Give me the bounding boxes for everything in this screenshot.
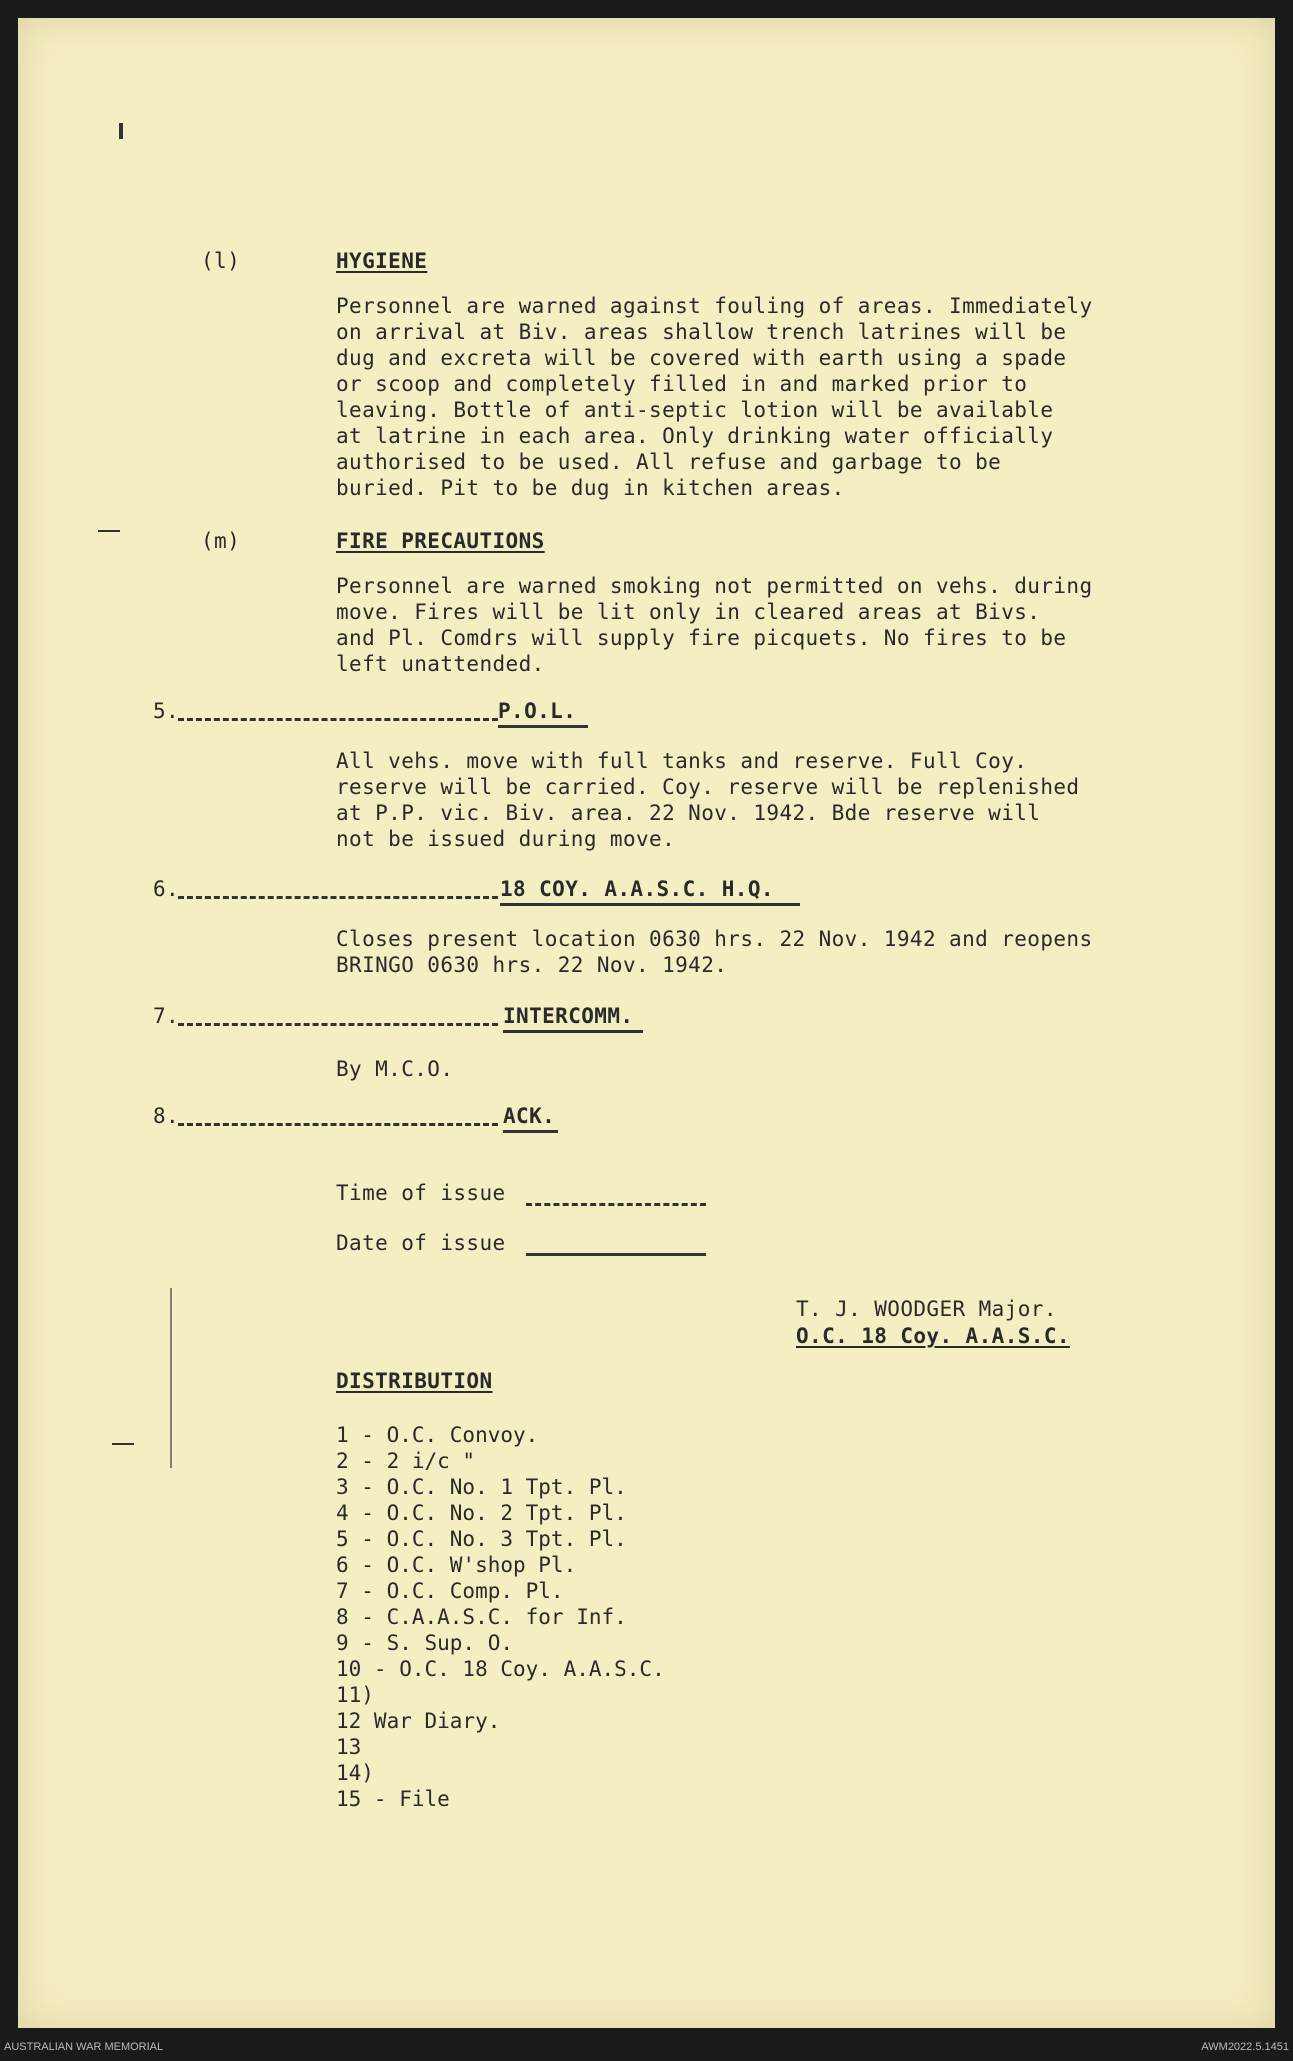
margin-tick (112, 1443, 134, 1445)
list-item: 7 - O.C. Comp. Pl. (336, 1579, 564, 1603)
list-item: 1 - O.C. Convoy. (336, 1423, 539, 1447)
footer-accession-number: AWM2022.5.1451 (1201, 2041, 1289, 2053)
text-line: at P.P. vic. Biv. area. 22 Nov. 1942. Bde reserve will (336, 801, 1041, 825)
list-item: 8 - C.A.A.S.C. for Inf. (336, 1605, 627, 1629)
list-item: 6 - O.C. W'shop Pl. (336, 1553, 577, 1577)
signature-name: T. J. WOODGER Major. (796, 1297, 1057, 1321)
text-line: BRINGO 0630 hrs. 22 Nov. 1942. (336, 953, 728, 977)
text-line: on arrival at Biv. areas shallow trench latrines will be (336, 320, 1067, 344)
section-5-heading: P.O.L. (498, 699, 577, 723)
list-item: 15 - File (336, 1787, 450, 1811)
section-5-number: 5. (153, 699, 180, 723)
section-l-body (336, 293, 1093, 501)
text-line: at latrine in each area. Only drinking water officially (336, 424, 1054, 448)
list-item: 3 - O.C. No. 1 Tpt. Pl. (336, 1475, 627, 1499)
text-line: reserve will be carried. Coy. reserve will be replenished (336, 775, 1080, 799)
signature-title: O.C. 18 Coy. A.A.S.C. (796, 1324, 1070, 1348)
section-l-heading: HYGIENE (336, 249, 428, 273)
margin-tick (98, 530, 120, 532)
list-item: 13 (336, 1735, 362, 1759)
time-of-issue-blank (526, 1203, 706, 1206)
text-line: By M.C.O. (336, 1057, 454, 1081)
text-line: move. Fires will be lit only in cleared areas at Bivs. (336, 600, 1041, 624)
list-item: 2 - 2 i/c " (336, 1449, 476, 1473)
list-item: 14) (336, 1761, 374, 1785)
section-7-body (336, 1056, 453, 1082)
text-line: Personnel are warned against fouling of areas. Immediately (336, 294, 1093, 318)
text-line: authorised to be used. All refuse and garbage to be (336, 450, 1002, 474)
date-of-issue-blank (526, 1253, 706, 1256)
section-6-number: 6. (153, 877, 180, 901)
text-line: Personnel are warned smoking not permitted on vehs. during (336, 574, 1093, 598)
section-m-heading: FIRE PRECAUTIONS (336, 529, 545, 553)
text-line: Closes present location 0630 hrs. 22 Nov. 1942 and reopens (336, 927, 1093, 951)
section-m-number: (m) (201, 529, 241, 553)
distribution-list (336, 1422, 665, 1812)
section-5-body (336, 748, 1079, 852)
section-m-body (336, 573, 1093, 677)
section-7-heading: INTERCOMM. (503, 1004, 634, 1028)
text-line: dug and excreta will be covered with earth using a spade (336, 346, 1067, 370)
leader-dashes (178, 1023, 498, 1026)
list-item: 11) (336, 1683, 374, 1707)
date-of-issue-label: Date of issue (336, 1231, 506, 1255)
list-item: 10 - O.C. 18 Coy. A.A.S.C. (336, 1657, 665, 1681)
leader-dashes (178, 718, 498, 721)
section-6-body (336, 926, 1093, 978)
heading-underline (498, 725, 588, 728)
heading-underline (500, 903, 800, 906)
document-page (18, 18, 1275, 2028)
section-l-number: (l) (201, 249, 241, 273)
list-item: 5 - O.C. No. 3 Tpt. Pl. (336, 1527, 627, 1551)
text-line: All vehs. move with full tanks and reserve. Full Coy. (336, 749, 1028, 773)
heading-underline (503, 1030, 643, 1033)
text-line: and Pl. Comdrs will supply fire picquets. No fires to be (336, 626, 1067, 650)
text-line: leaving. Bottle of anti-septic lotion will be available (336, 398, 1054, 422)
list-item: 9 - S. Sup. O. (336, 1631, 514, 1655)
time-of-issue-label: Time of issue (336, 1181, 506, 1205)
section-6-heading: 18 COY. A.A.S.C. H.Q. (500, 877, 774, 901)
section-8-number: 8. (153, 1104, 180, 1128)
staple-line (170, 1288, 172, 1468)
section-7-number: 7. (153, 1004, 180, 1028)
list-item: 4 - O.C. No. 2 Tpt. Pl. (336, 1501, 627, 1525)
leader-dashes (178, 1123, 498, 1126)
distribution-heading: DISTRIBUTION (336, 1369, 493, 1393)
text-line: left unattended. (336, 652, 545, 676)
text-line: or scoop and completely filled in and marked prior to (336, 372, 1028, 396)
leader-dashes (178, 896, 498, 899)
text-line: buried. Pit to be dug in kitchen areas. (336, 476, 845, 500)
section-8-heading: ACK. (503, 1104, 556, 1128)
footer-credit: AUSTRALIAN WAR MEMORIAL (4, 2041, 164, 2053)
text-line: not be issued during move. (336, 827, 676, 851)
punch-mark (119, 123, 123, 139)
list-item: 12 War Diary. (336, 1709, 501, 1733)
heading-underline (503, 1130, 558, 1133)
